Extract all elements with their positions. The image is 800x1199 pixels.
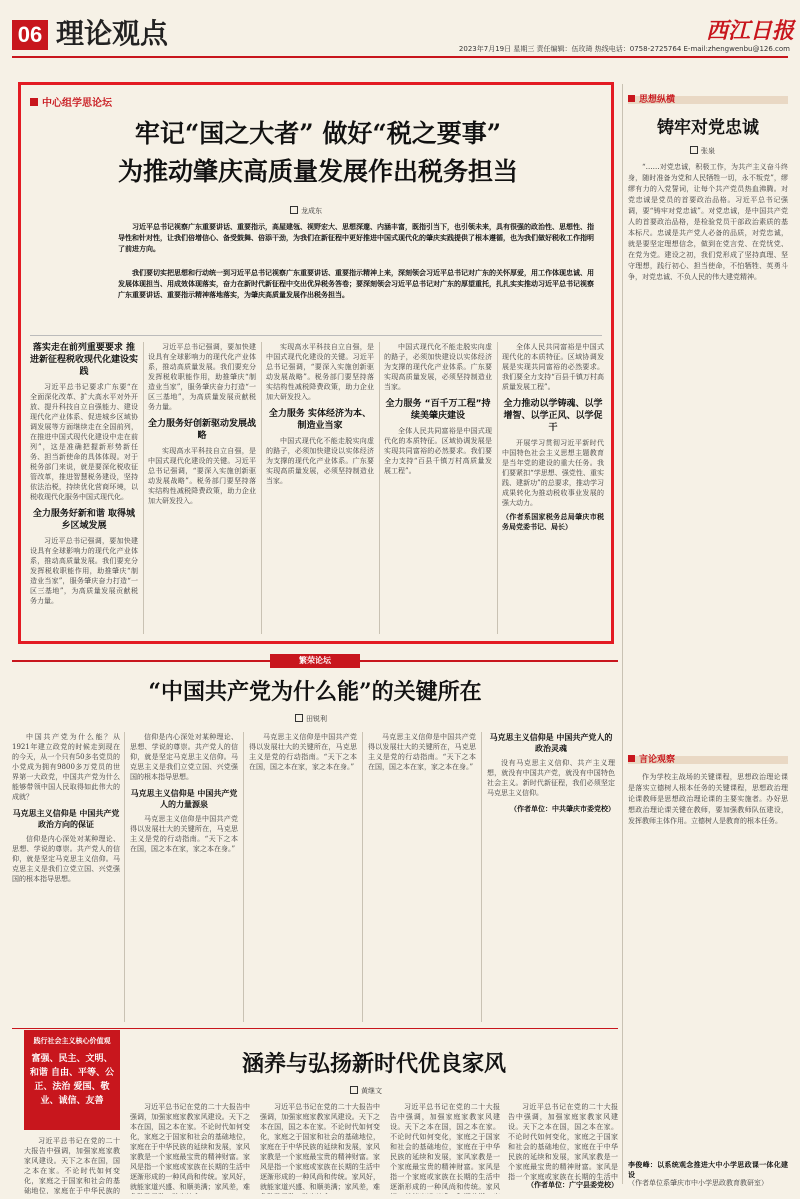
family-body-col-5: 习近平总书记在党的二十大报告中强调，加强家庭家教家风建设。天下之本在国，国之本在家。不论时代如何变化，家庭之于国家和社会的基础地位，家庭在于中华民族的延续和发展，家风家教是一个家庭最宝贵的精神财富。家风是指一个家庭或家族在长期的生活中 (508, 1103, 618, 1180)
column-divider (143, 342, 144, 634)
right-article-byline (690, 146, 715, 156)
main-col-5 (502, 342, 604, 634)
right-article-2-author: 李俊峰：以系统观念推进大中小学思政课一体化建设 (628, 1160, 788, 1179)
right-article-title: 铸牢对党忠诚 (657, 118, 759, 138)
right-kicker (628, 94, 675, 106)
main-col-2 (148, 342, 256, 634)
kicker-square-icon (628, 755, 635, 762)
kicker-text: 思想纵横 (639, 95, 676, 105)
section-heading: 全力服务好新和谐 取得城乡区域发展 (32, 509, 136, 531)
column-divider (379, 342, 380, 634)
section-title: 理论观点 (56, 17, 169, 50)
right-kicker-2 (628, 754, 675, 766)
author-unit: （作者系国家税务总局肇庆市税务局党委书记、局长） (502, 512, 604, 531)
main-col-3 (266, 342, 374, 634)
kicker-square-icon (30, 98, 38, 106)
byline-author: 张泉 (701, 147, 715, 155)
section-heading: 马克思主义信仰是 中国共产党政治方向的保证 (12, 809, 120, 829)
byline-box-icon (350, 1086, 358, 1094)
kicker-square-icon (628, 95, 635, 102)
values-sidebar-title: 践行社会主义核心价值观 (33, 1037, 111, 1045)
section-body: 实现高水平科技自立自强，是中国式现代化建设的关键。习近平总书记强调，“要深入实施创新驱动发展战略”。税务部门要坚持落实结构性减税降费政策，助力企业加大研发投入。 (266, 343, 374, 401)
intro-divider (30, 335, 602, 336)
section-body: 全体人民共同富裕是中国式现代化的本质特征。区域协调发展是实现共同富裕的必然要求。我们要全力支持“百县千镇万村高质量发展工程”。 (384, 427, 492, 475)
newspaper-logo: 西江日报 (706, 18, 795, 44)
section-body: 全体人民共同富裕是中国式现代化的本质特征。区域协调发展是实现共同富裕的必然要求。我们要全力支持“百县千镇万村高质量发展工程”。 (502, 343, 604, 391)
section-body: 中国式现代化不能走脱实向虚的路子，必须加快建设以实体经济为支撑的现代化产业体系。广东要实现高质量发展，必须坚持制造业当家。 (384, 343, 492, 391)
section-body: 中国式现代化不能走脱实向虚的路子，必须加快建设以实体经济为支撑的现代化产业体系。广东要实现高质量发展，必须坚持制造业当家。 (266, 437, 374, 485)
right-article-2-body: 作为学校主战场的关键课程，思想政治理论课是落实立德树人根本任务的关键课程，思想政治理论课教师是思想政治理论课的主要实施者。办好思想政治理论课关键在教师，要加强教师队伍建设，发挥教师主体作用。立德树人是教育的根本任务。 (628, 773, 788, 825)
kicker-text: 中心组学思论坛 (42, 98, 112, 109)
family-top-rule (12, 1028, 618, 1029)
section-body: 信仰是内心深处对某种理论、思想、学说的尊崇。共产党人的信仰，就是坚定马克思主义信仰。马克思主义是我们立党立国、兴党强国的根本指导思想。 (130, 733, 238, 781)
column-divider (124, 732, 125, 1022)
byline-author: 龙成东 (301, 207, 322, 215)
column-divider (481, 732, 482, 1022)
kicker-text: 言论观察 (639, 755, 676, 765)
section-body: 马克思主义信仰是中国共产党得以发展壮大的关键所在，马克思主义是党的行动指南。“天下之本在国，国之本在家，家之本在身。” (249, 733, 357, 771)
section-heading: 马克思主义信仰是 中国共产党人的政治灵魂 (489, 733, 613, 753)
section-body: 信仰是内心深处对某种理论、思想、学说的尊崇。共产党人的信仰，就是坚定马克思主义信仰。马克思主义是我们立党立国、兴党强国的根本指导思想。 (12, 835, 120, 883)
family-byline (350, 1086, 382, 1096)
family-body-col-1: 习近平总书记在党的二十大报告中强调，加强家庭家教家风建设。天下之本在国，国之本在家。不论时代如何变化，家庭之于国家和社会的基础地位，家庭在于中华民族的 (24, 1137, 120, 1194)
section-body: 马克思主义信仰是中国共产党得以发展壮大的关键所在，马克思主义是党的行动指南。“天下之本在国，国之本在家，家之本在身。” (368, 733, 476, 771)
family-title: 涵养与弘扬新时代优良家风 (241, 1051, 506, 1077)
cpc-kicker: 繁荣论坛 (270, 654, 360, 668)
main-article-title-line1: 牢记“国之大者” 做好“税之要事” (134, 119, 502, 148)
main-article-title-line2: 为推动肇庆高质量发展作出税务担当 (117, 157, 518, 186)
column-divider (497, 342, 498, 634)
values-sidebar-values: 富强、民主、文明、和谐 自由、平等、公正、法治 爱国、敬业、诚信、友善 (29, 1054, 115, 1106)
cpc-col-5 (487, 732, 615, 1022)
section-body: 实现高水平科技自立自强，是中国式现代化建设的关键。习近平总书记强调，“要深入实施创新驱动发展战略”。税务部门要坚持落实结构性减税降费政策，助力企业加大研发投入。 (148, 447, 256, 505)
byline-author: 黄继文 (361, 1087, 382, 1095)
section-heading: 落实走在前列重要要求 推进新征程税收现代化建设实践 (30, 343, 138, 377)
family-col-5 (508, 1102, 618, 1194)
cpc-col-2 (130, 732, 238, 1022)
right-article-2-unit: （作者单位系肇庆市中小学思政教育教研室） (628, 1179, 768, 1187)
author-unit: （作者单位：中共肇庆市委党校） (510, 804, 615, 813)
main-article-intro-1: 习近平总书记视察广东重要讲话、重要指示，高屋建瓴、视野宏大、思想深邃、内涵丰富，既指引当下，也引领未来，具有很强的政治性、思想性、指导性和针对性，让我们倍增信心、备受鼓舞、倍添干劲，为我们在新征程中更好推进中国式现代化的肇庆实践提供了根本遵循，也为我们做好税收工作指明了前进方向。 (118, 223, 594, 253)
byline-box-icon (290, 206, 298, 214)
section-heading: 全力推动以学铸魂、以学增智、以学正风、以学促干 (503, 399, 603, 433)
section-heading: 全力服务 实体经济为本、制造业当家 (268, 409, 372, 431)
main-article-byline (290, 206, 322, 216)
right-column-divider (622, 84, 623, 1184)
section-body: 开展学习贯彻习近平新时代中国特色社会主义思想主题教育是当年党的建设的重大任务。我们要紧扣“学思想、强党性、重实践、建新功”的总要求，推动学习成果转化为推动税收事业发展的强大动力。 (502, 439, 604, 507)
section-heading: 全力服务 “百千万工程”持续美肇庆建设 (385, 399, 491, 421)
section-body: 没有马克思主义信仰、共产主义理想，就没有中国共产党，就没有中国特色社会主义。新时代新征程，我们必须坚定马克思主义信仰。 (487, 759, 615, 797)
page-number: 06 (12, 20, 48, 50)
section-body: 马克思主义信仰是中国共产党得以发展壮大的关键所在，马克思主义是党的行动指南。“天下之本在国，国之本在家，家之本在身。” (130, 815, 238, 853)
header-rule (12, 56, 788, 58)
main-col-1 (30, 342, 138, 634)
section-body: 习近平总书记强调，要加快建设具有全球影响力的现代化产业体系，推动高质量发展。我们要充分发挥税收职能作用，助推肇庆“制造业当家”，服务肇庆奋力打造“一区三基地”，为高质量发展贡献税务力量。 (30, 537, 138, 605)
column-divider (243, 732, 244, 1022)
cpc-col-4 (368, 732, 476, 1022)
section-body: 习近平总书记要求广东要“在全面深化改革、扩大高水平对外开放、提升科技自立自强能力、建设现代化产业体系、促进城乡区域协调发展等方面继续走在全国前列，在推进中国式现代化建设中走在前列”，这是准确把握新形势新任务、担当新使命的具体体现。对于税务部门来说，就是要深化税收征管改革，推进智慧税务建设，坚持依法治税，持续优化营商环境，以税收现代化服务中国式现代化。 (30, 383, 138, 501)
cpc-col-1 (12, 732, 120, 1022)
cpc-intro: 中国共产党为什么能？从1921年建立政党的时候走到现在的今天，从一个只有50多名党员的小党成为拥有9800多万党员的世界第一大政党，中国共产党为什么能够带领中国人民取得如此伟大的成就？ (12, 733, 120, 801)
byline-author: 田锐利 (306, 715, 327, 723)
main-col-4 (384, 342, 492, 634)
column-divider (362, 732, 363, 1022)
column-divider (261, 342, 262, 634)
cpc-col-3 (249, 732, 357, 1022)
byline-box-icon (295, 714, 303, 722)
cpc-byline (295, 714, 327, 724)
main-article-kicker (30, 98, 112, 110)
family-body-col-3: 习近平总书记在党的二十大报告中强调，加强家庭家教家风建设。天下之本在国，国之本在家。不论时代如何变化，家庭之于国家和社会的基础地位，家庭在于中华民族的延续和发展，家风家教是一个家庭最宝贵的精神财富。家风是指一个家庭或家族在长期的生活中逐渐形成的一种风尚和传统。家风好，就能家道兴盛、和顺美满；家风差，难 (260, 1103, 380, 1191)
author-unit: （作者单位：广宁县委党校） (527, 1180, 618, 1189)
byline-box-icon (690, 146, 698, 154)
section-heading: 全力服务好创新驱动发展战略 (148, 419, 256, 441)
family-body-col-2: 习近平总书记在党的二十大报告中强调，加强家庭家教家风建设。天下之本在国，国之本在家。不论时代如何变化，家庭之于国家和社会的基础地位，家庭在于中华民族的延续和发展，家风家教是一个家庭最宝贵的精神财富。家风是指一个家庭或家族在长期的生活中逐渐形成的一种风尚和传统。家风好，就能家道兴盛、和顺美满；家风差，难 (130, 1103, 250, 1191)
section-heading: 马克思主义信仰是 中国共产党人的力量源泉 (130, 789, 238, 809)
family-body-col-4: 习近平总书记在党的二十大报告中强调，加强家庭家教家风建设。天下之本在国，国之本在家。不论时代如何变化，家庭之于国家和社会的基础地位，家庭在于中华民族的延续和发展，家风家教是一个家庭最宝贵的精神财富。家风是指一个家庭或家族在长期的生活中逐渐形成的一种风尚和传统。家风 (390, 1103, 500, 1191)
main-article-intro-2: 我们要切实把思想和行动统一到习近平总书记视察广东重要讲话、重要指示精神上来，深刻领会习近平总书记对广东的关怀厚爱，用工作体现忠诚、用发展体现担当、用成效体现落实，奋力在新时代新征程中交出优异税务答卷；要深刻领会习近平总书记对广东的厚望重托，扎扎实实推动习近平总书记视察广东重要讲话、重要指示精神落地落实，为肇庆高质量发展作出税务担当。 (118, 269, 594, 299)
right-article-body: “……对党忠诚，积极工作，为共产主义奋斗终身，随时准备为党和人民牺牲一切，永不叛党”，缪缪有力的入党誓词，让每个共产党员热血沸腾。对党忠诚是党员的首要政治品格。习近平总书记强调，要“铸牢对党忠诚”。对党忠诚，是中国共产党人的首要政治品格，是检验党员干部政治素质的基本标尺。忠诚是共产党人必备的品质，对党忠诚，就是要坚定理想信念，做到在党言党、在党忧党、在党为党。建设之初，我们党形成了坚持真理、坚守理想，践行初心、担当使命，不怕牺牲、英勇斗争，对党忠诚、不负人民的伟大建党精神。 (628, 163, 788, 281)
values-sidebar (24, 1030, 120, 1130)
cpc-title: “中国共产党为什么能”的关键所在 (148, 679, 482, 705)
section-body: 习近平总书记强调，要加快建设具有全球影响力的现代化产业体系，推动高质量发展。我们要充分发挥税收职能作用，助推肇庆“制造业当家”，服务肇庆奋力打造“一区三基地”，为高质量发展贡献税务力量。 (148, 343, 256, 411)
issue-meta: 2023年7月19日 星期三 责任编辑：伍玫琦 热线电话：0758-2725764 E-mail:zhengwenbu@126.com (458, 45, 790, 53)
